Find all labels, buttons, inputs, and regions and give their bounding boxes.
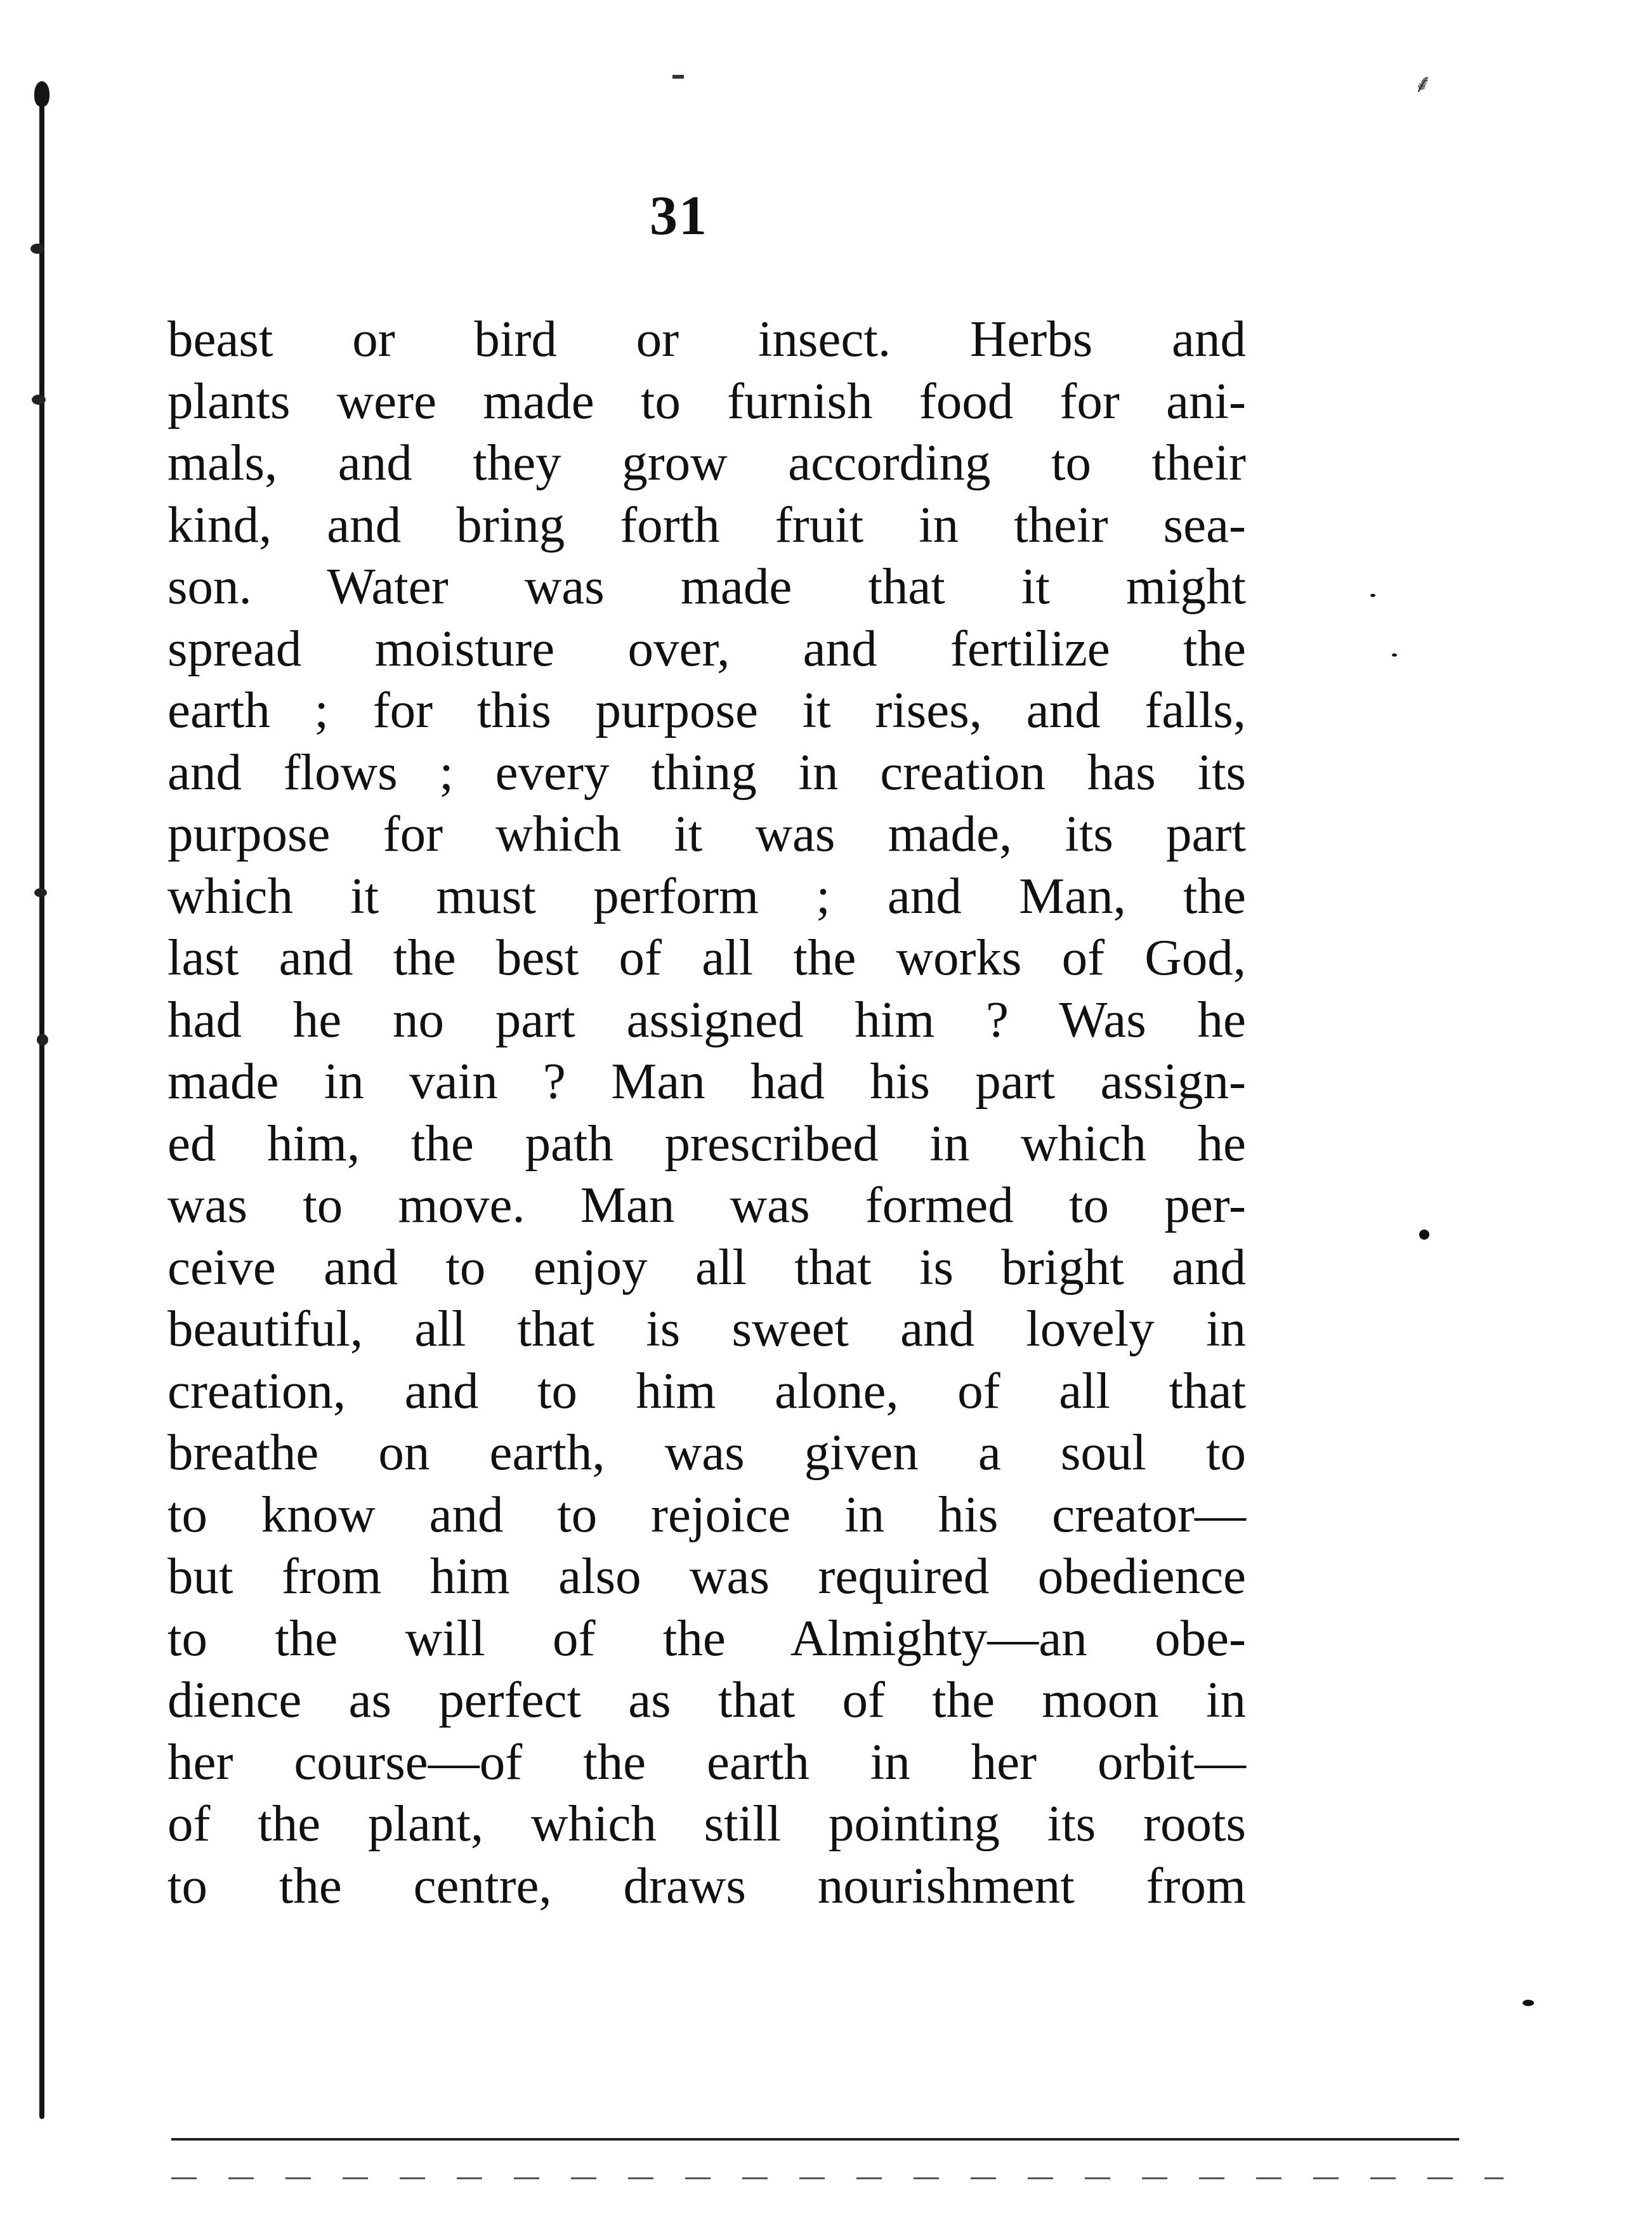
text-line: of the plant, which still pointing its roots: [167, 1795, 1246, 1852]
text-line: had he no part assigned him ? Was he: [167, 990, 1246, 1048]
ink-speck: [1523, 2000, 1534, 2006]
edge-mark: [32, 395, 46, 405]
text-line: earth ; for this purpose it rises, and falls,: [167, 681, 1246, 738]
text-line: purpose for which it was made, its part: [167, 805, 1246, 862]
text-line: to the centre, draws nourishment from: [167, 1856, 1246, 1914]
text-line: son. Water was made that it might: [167, 558, 1246, 615]
text-line: creation, and to him alone, of all that: [167, 1361, 1246, 1419]
text-line: mals, and they grow according to their: [167, 434, 1246, 491]
text-line: dience as perfect as that of the moon in: [167, 1671, 1246, 1728]
text-line: but from him also was required obedience: [167, 1547, 1246, 1604]
text-line: ed him, the path prescribed in which he: [167, 1114, 1246, 1172]
edge-mark: [37, 1034, 48, 1046]
text-line: and flows ; every thing in creation has its: [167, 743, 1246, 801]
binding-edge: [39, 89, 44, 2119]
text-line: made in vain ? Man had his part assign-: [167, 1053, 1246, 1110]
text-line: spread moisture over, and fertilize the: [167, 619, 1246, 677]
ink-dot: [1419, 1230, 1429, 1240]
ink-speck: [1370, 594, 1375, 597]
bottom-rule: [171, 2138, 1459, 2141]
edge-mark: [34, 888, 47, 897]
text-line: to the will of the Almighty—an obe-: [167, 1609, 1246, 1667]
text-line: her course—of the earth in her orbit—: [167, 1733, 1246, 1790]
text-line: ceive and to enjoy all that is bright and: [167, 1238, 1246, 1296]
text-line: last and the best of all the works of God,: [167, 929, 1246, 986]
ink-speck: [1392, 653, 1397, 657]
text-line: beast or bird or insect. Herbs and: [167, 310, 1246, 367]
text-line: beautiful, all that is sweet and lovely in: [167, 1300, 1246, 1357]
text-line: was to move. Man was formed to per-: [167, 1176, 1246, 1233]
page-number: 31: [650, 185, 708, 247]
text-line: plants were made to furnish food for ani-: [167, 372, 1246, 430]
corner-scribble: ⸙: [1413, 69, 1432, 98]
text-line: which it must perform ; and Man, the: [167, 867, 1246, 924]
top-speck: [672, 75, 684, 79]
text-line: breathe on earth, was given a soul to: [167, 1424, 1246, 1481]
body-text: [167, 308, 1246, 1917]
bottom-rule-faint: [171, 2177, 1504, 2179]
text-line: kind, and bring forth fruit in their sea-: [167, 495, 1246, 553]
text-line: to know and to rejoice in his creator—: [167, 1485, 1246, 1543]
